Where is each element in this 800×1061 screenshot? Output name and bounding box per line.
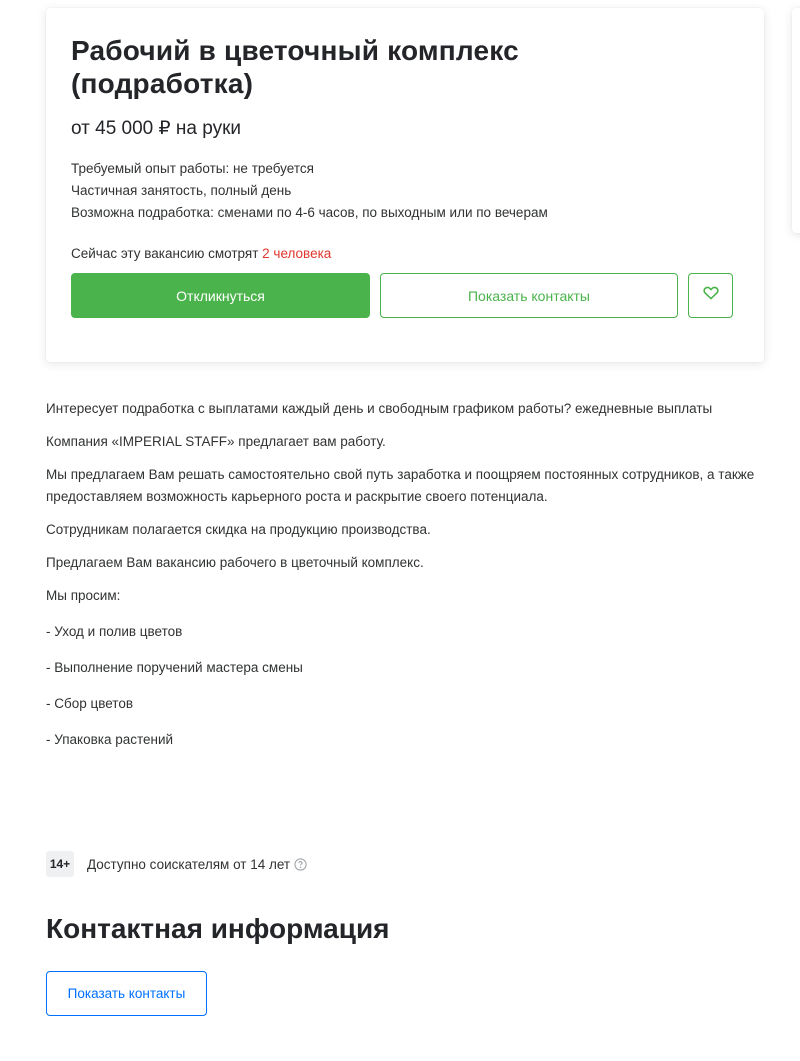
vacancy-title-line2: (подработка) — [71, 68, 254, 99]
description-paragraph: Компания «IMPERIAL STAFF» предлагает вам работу. — [46, 434, 386, 449]
respond-button[interactable]: Откликнуться — [71, 273, 370, 318]
description-paragraph: Предлагаем Вам вакансию рабочего в цветочный комплекс. — [46, 555, 424, 570]
employment-detail: Частичная занятость, полный день — [71, 183, 292, 198]
side-card — [792, 8, 800, 233]
age-restriction — [46, 851, 307, 877]
vacancy-title-line1: Рабочий в цветочный комплекс — [71, 35, 519, 66]
vacancy-description — [46, 398, 761, 762]
duty-item: - Упаковка растений — [46, 732, 174, 747]
description-paragraph: Интересует подработка с выплатами каждый день и свободным графиком работы? ежедневные выплаты — [46, 401, 713, 416]
duty-item: - Выполнение поручений мастера смены — [46, 660, 303, 675]
age-badge: 14+ — [46, 851, 74, 877]
contact-info-title: Контактная информация — [46, 913, 390, 944]
viewers-count: 2 человека — [262, 246, 332, 261]
show-contacts-button[interactable]: Показать контакты — [380, 273, 678, 318]
vacancy-actions — [71, 273, 739, 318]
viewers-info — [71, 244, 739, 264]
vacancy-card — [46, 8, 764, 362]
question-circle-icon[interactable] — [294, 858, 307, 871]
schedule-detail: Возможна подработка: сменами по 4-6 часов, по выходным или по вечерам — [71, 205, 548, 220]
experience-detail: Требуемый опыт работы: не требуется — [71, 161, 314, 176]
duty-item: - Уход и полив цветов — [46, 624, 183, 639]
viewers-prefix: Сейчас эту вакансию смотрят — [71, 246, 263, 261]
show-contacts-link-button[interactable]: Показать контакты — [46, 971, 207, 1016]
duty-item: - Сбор цветов — [46, 696, 134, 711]
heart-icon — [703, 286, 719, 305]
vacancy-title — [71, 34, 739, 100]
description-paragraph: Мы предлагаем Вам решать самостоятельно свой путь заработка и поощряем постоянных сотрудников, а также предоставляем возможность карьерного роста и раскрытие своего потенциала. — [46, 467, 755, 504]
description-paragraph: Мы просим: — [46, 588, 121, 603]
description-paragraph: Сотрудникам полагается скидка на продукцию производства. — [46, 522, 431, 537]
vacancy-details — [71, 158, 739, 224]
salary: от 45 000 ₽ на руки — [71, 118, 242, 139]
favorite-button[interactable] — [688, 273, 733, 318]
age-text: Доступно соискателям от 14 лет — [87, 856, 291, 872]
